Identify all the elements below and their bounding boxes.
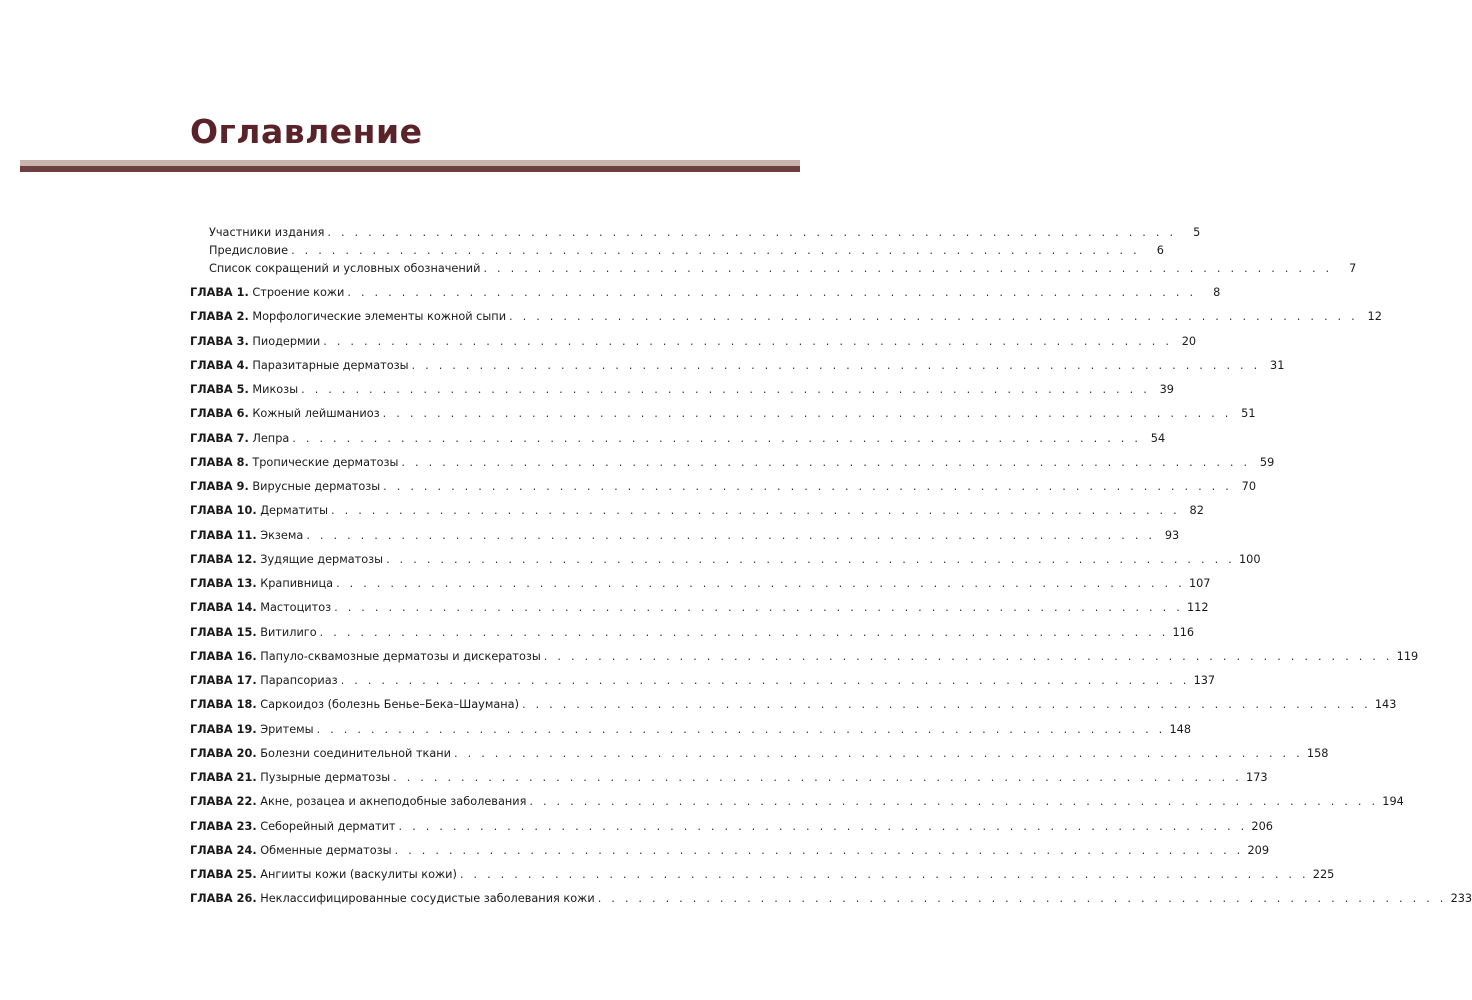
toc-entry-label: [190, 624, 320, 642]
toc-page-number: 8: [1213, 286, 1221, 299]
toc-entry-label: [190, 551, 386, 569]
toc-page-number: 209: [1247, 844, 1270, 857]
chapter-prefix: ГЛАВА 10.: [190, 504, 257, 517]
chapter-prefix: ГЛАВА 26.: [190, 892, 257, 905]
toc-page-number: 51: [1241, 407, 1256, 420]
dot-leader: . . . . . . . . . . . . . . . . . . . . . . . . . . . . . . . . . . . . . . . . . . . . . . . . . . . . . . . . . . . . . . .: [291, 244, 1140, 257]
toc-front-entry[interactable]: [209, 260, 1357, 278]
toc-entry-label: [190, 381, 301, 399]
toc-page-number: 31: [1270, 359, 1285, 372]
toc-page-number: 119: [1396, 650, 1419, 663]
dot-leader: . . . . . . . . . . . . . . . . . . . . . . . . . . . . . . . . . . . . . . . . . . . . . . . . . . . . . . . . . . . . . . .: [459, 868, 1309, 881]
toc-page-number: 112: [1187, 601, 1209, 614]
toc-entry-title: Вирусные дерматозы: [252, 480, 381, 493]
toc-page-number: 225: [1312, 868, 1335, 881]
toc-entry-label: [190, 866, 460, 884]
toc-chapter-entry[interactable]: [190, 502, 1204, 520]
toc-page-number: 39: [1159, 383, 1174, 396]
toc-chapter-entry[interactable]: [190, 672, 1216, 690]
chapter-prefix: ГЛАВА 1.: [190, 286, 249, 299]
dot-leader: . . . . . . . . . . . . . . . . . . . . . . . . . . . . . . . . . . . . . . . . . . . . . . . . . . . . . . . . . . . . . . .: [521, 698, 1371, 711]
toc-page-number: 137: [1193, 674, 1216, 687]
toc-entry-label: [209, 242, 291, 260]
chapter-prefix: ГЛАВА 23.: [190, 820, 257, 833]
dot-leader: . . . . . . . . . . . . . . . . . . . . . . . . . . . . . . . . . . . . . . . . . . . . . . . . . . . . . . . . . . . . . . .: [319, 626, 1169, 639]
chapter-prefix: ГЛАВА 7.: [190, 432, 249, 445]
toc-page-number: 93: [1164, 529, 1180, 542]
toc-entry-title: Кожный лейшманиоз: [252, 407, 380, 420]
toc-page-number: 59: [1259, 456, 1275, 469]
toc-entry-title: Пиодермии: [252, 335, 321, 348]
toc-chapter-entry[interactable]: [190, 890, 1472, 908]
toc-entry-title: Предисловие: [209, 244, 289, 257]
toc-entry-title: Пузырные дерматозы: [260, 771, 391, 784]
toc-entry-label: [190, 890, 598, 908]
toc-entry-title: Список сокращений и условных обозначений: [209, 262, 481, 275]
dot-leader: . . . . . . . . . . . . . . . . . . . . . . . . . . . . . . . . . . . . . . . . . . . . . . . . . . . . . . . . . . . . . . .: [509, 310, 1358, 323]
toc-entry-title: Акне, розацеа и акнеподобные заболевания: [260, 795, 527, 808]
toc-chapter-entry[interactable]: [190, 333, 1197, 351]
toc-entry-title: Экзема: [260, 529, 304, 542]
toc-entry-label: [190, 405, 383, 423]
toc-page-number: 54: [1150, 432, 1166, 445]
toc-chapter-entry[interactable]: [190, 381, 1174, 399]
toc-entry-label: [190, 769, 393, 787]
toc-entry-label: [190, 599, 334, 617]
toc-entry-title: Саркоидоз (болезнь Бенье–Бека–Шаумана): [260, 698, 519, 711]
dot-leader: . . . . . . . . . . . . . . . . . . . . . . . . . . . . . . . . . . . . . . . . . . . . . . . . . . . . . . . . . . . . . . .: [301, 383, 1150, 396]
toc-entry-label: [190, 527, 306, 545]
chapter-prefix: ГЛАВА 3.: [190, 335, 249, 348]
toc-chapter-entry[interactable]: [190, 454, 1275, 472]
toc-entry-title: Морфологические элементы кожной сыпи: [252, 310, 507, 323]
toc-page-number: 173: [1246, 771, 1268, 784]
title-rule-dark: [20, 166, 800, 172]
toc-entry-title: Микозы: [252, 383, 299, 396]
toc-entry-label: [190, 575, 336, 593]
toc-entry-label: [209, 224, 327, 242]
toc-chapter-entry[interactable]: [190, 357, 1285, 375]
toc-entry-title: Зудящие дерматозы: [260, 553, 384, 566]
toc-entry-label: [190, 793, 529, 811]
chapter-prefix: ГЛАВА 5.: [190, 383, 249, 396]
toc-entry-title: Мастоцитоз: [260, 601, 332, 614]
toc-chapter-entry[interactable]: [190, 527, 1180, 545]
toc-chapter-entry[interactable]: [190, 308, 1382, 326]
toc-entry-title: Болезни соединительной ткани: [260, 747, 452, 760]
chapter-prefix: ГЛАВА 14.: [190, 601, 257, 614]
toc-entry-label: [190, 818, 399, 836]
toc-chapter-entry[interactable]: [190, 599, 1209, 617]
toc-entry-title: Папуло-сквамозные дерматозы и дискератозы: [260, 650, 541, 663]
dot-leader: . . . . . . . . . . . . . . . . . . . . . . . . . . . . . . . . . . . . . . . . . . . . . . . . . . . . . . . . . . . . . . .: [331, 504, 1180, 517]
dot-leader: . . . . . . . . . . . . . . . . . . . . . . . . . . . . . . . . . . . . . . . . . . . . . . . . . . . . . . . . . . . . . . .: [292, 432, 1142, 445]
dot-leader: . . . . . . . . . . . . . . . . . . . . . . . . . . . . . . . . . . . . . . . . . . . . . . . . . . . . . . . . . . . . . . .: [411, 359, 1261, 372]
toc-page-number: 82: [1189, 504, 1204, 517]
toc-entry-label: [190, 308, 509, 326]
dot-leader: . . . . . . . . . . . . . . . . . . . . . . . . . . . . . . . . . . . . . . . . . . . . . . . . . . . . . . . . . . . . . . .: [382, 407, 1232, 420]
toc-chapter-entry[interactable]: [190, 818, 1273, 836]
toc-page-number: 158: [1306, 747, 1329, 760]
dot-leader: . . . . . . . . . . . . . . . . . . . . . . . . . . . . . . . . . . . . . . . . . . . . . . . . . . . . . . . . . . . . . . .: [483, 262, 1333, 275]
dot-leader: . . . . . . . . . . . . . . . . . . . . . . . . . . . . . . . . . . . . . . . . . . . . . . . . . . . . . . . . . . . . . . .: [394, 844, 1244, 857]
dot-leader: . . . . . . . . . . . . . . . . . . . . . . . . . . . . . . . . . . . . . . . . . . . . . . . . . . . . . . . . . . . . . . .: [334, 601, 1183, 614]
toc-chapter-entry[interactable]: [190, 478, 1257, 496]
toc-entry-title: Эритемы: [260, 723, 314, 736]
toc-chapter-entry[interactable]: [190, 745, 1329, 763]
dot-leader: . . . . . . . . . . . . . . . . . . . . . . . . . . . . . . . . . . . . . . . . . . . . . . . . . . . . . . . . . . . . . . .: [401, 456, 1251, 469]
toc-page-number: 143: [1374, 698, 1397, 711]
toc-page-number: 6: [1156, 244, 1164, 257]
dot-leader: . . . . . . . . . . . . . . . . . . . . . . . . . . . . . . . . . . . . . . . . . . . . . . . . . . . . . . . . . . . . . . .: [336, 577, 1185, 590]
toc-entry-label: [190, 454, 401, 472]
toc-chapter-entry[interactable]: [190, 866, 1335, 884]
dot-leader: . . . . . . . . . . . . . . . . . . . . . . . . . . . . . . . . . . . . . . . . . . . . . . . . . . . . . . . . . . . . . . .: [454, 747, 1303, 760]
toc-chapter-entry[interactable]: [190, 575, 1211, 593]
dot-leader: . . . . . . . . . . . . . . . . . . . . . . . . . . . . . . . . . . . . . . . . . . . . . . . . . . . . . . . . . . . . . . .: [383, 480, 1233, 493]
toc-chapter-entry[interactable]: [190, 696, 1397, 714]
toc-chapter-entry[interactable]: [190, 284, 1221, 302]
toc-page-number: 20: [1181, 335, 1197, 348]
chapter-prefix: ГЛАВА 8.: [190, 456, 249, 469]
toc-chapter-entry[interactable]: [190, 793, 1404, 811]
toc-front-entry[interactable]: [209, 242, 1164, 260]
chapter-prefix: ГЛАВА 20.: [190, 747, 257, 760]
toc-entry-label: [190, 430, 292, 448]
toc-page-number: 148: [1169, 723, 1192, 736]
toc-entry-label: [190, 745, 454, 763]
dot-leader: . . . . . . . . . . . . . . . . . . . . . . . . . . . . . . . . . . . . . . . . . . . . . . . . . . . . . . . . . . . . . . .: [386, 553, 1235, 566]
toc-chapter-entry[interactable]: [190, 648, 1419, 666]
toc-chapter-entry[interactable]: [190, 721, 1192, 739]
toc-entry-label: [190, 502, 331, 520]
toc-chapter-entry[interactable]: [190, 769, 1268, 787]
chapter-prefix: ГЛАВА 15.: [190, 626, 257, 639]
dot-leader: . . . . . . . . . . . . . . . . . . . . . . . . . . . . . . . . . . . . . . . . . . . . . . . . . . . . . . . . . . . . . . .: [323, 335, 1173, 348]
toc-page-number: 70: [1241, 480, 1257, 493]
dot-leader: . . . . . . . . . . . . . . . . . . . . . . . . . . . . . . . . . . . . . . . . . . . . . . . . . . . . . . . . . . . . . . .: [327, 226, 1177, 239]
page-title: Оглавление: [190, 112, 423, 151]
toc-chapter-entry[interactable]: [190, 405, 1256, 423]
toc-page-number: 12: [1367, 310, 1382, 323]
toc-chapter-entry[interactable]: [190, 624, 1195, 642]
chapter-prefix: ГЛАВА 4.: [190, 359, 249, 372]
toc-entry-title: Тропические дерматозы: [252, 456, 399, 469]
toc-entry-title: Паразитарные дерматозы: [252, 359, 409, 372]
toc-page-number: 233: [1450, 892, 1472, 905]
chapter-prefix: ГЛАВА 17.: [190, 674, 257, 687]
dot-leader: . . . . . . . . . . . . . . . . . . . . . . . . . . . . . . . . . . . . . . . . . . . . . . . . . . . . . . . . . . . . . . .: [316, 723, 1166, 736]
toc-entry-title: Обменные дерматозы: [260, 844, 392, 857]
toc-entry-title: Дерматиты: [260, 504, 329, 517]
dot-leader: . . . . . . . . . . . . . . . . . . . . . . . . . . . . . . . . . . . . . . . . . . . . . . . . . . . . . . . . . . . . . . .: [340, 674, 1190, 687]
toc-entry-title: Участники издания: [209, 226, 325, 239]
chapter-prefix: ГЛАВА 9.: [190, 480, 249, 493]
toc-page-number: 206: [1251, 820, 1273, 833]
chapter-prefix: ГЛАВА 11.: [190, 529, 257, 542]
dot-leader: . . . . . . . . . . . . . . . . . . . . . . . . . . . . . . . . . . . . . . . . . . . . . . . . . . . . . . . . . . . . . . .: [529, 795, 1379, 808]
toc-chapter-entry[interactable]: [190, 430, 1166, 448]
toc-page-number: 116: [1172, 626, 1195, 639]
dot-leader: . . . . . . . . . . . . . . . . . . . . . . . . . . . . . . . . . . . . . . . . . . . . . . . . . . . . . . . . . . . . . . .: [597, 892, 1447, 905]
toc-page-number: 7: [1349, 262, 1357, 275]
toc-entry-title: Витилиго: [260, 626, 317, 639]
chapter-prefix: ГЛАВА 21.: [190, 771, 257, 784]
toc-entry-label: [190, 696, 522, 714]
chapter-prefix: ГЛАВА 16.: [190, 650, 257, 663]
chapter-prefix: ГЛАВА 25.: [190, 868, 257, 881]
toc-entry-title: Лепра: [252, 432, 290, 445]
toc-entry-title: Строение кожи: [252, 286, 345, 299]
toc-entry-label: [190, 842, 395, 860]
dot-leader: . . . . . . . . . . . . . . . . . . . . . . . . . . . . . . . . . . . . . . . . . . . . . . . . . . . . . . . . . . . . . . .: [347, 286, 1197, 299]
toc-page-number: 194: [1382, 795, 1404, 808]
toc-page-number: 107: [1188, 577, 1211, 590]
chapter-prefix: ГЛАВА 24.: [190, 844, 257, 857]
toc-entry-title: Себорейный дерматит: [260, 820, 396, 833]
toc-entry-label: [190, 284, 347, 302]
toc-page-number: 100: [1238, 553, 1261, 566]
toc-front-entry[interactable]: [209, 224, 1201, 242]
toc-entry-label: [190, 357, 412, 375]
dot-leader: . . . . . . . . . . . . . . . . . . . . . . . . . . . . . . . . . . . . . . . . . . . . . . . . . . . . . . . . . . . . . . .: [393, 771, 1243, 784]
dot-leader: . . . . . . . . . . . . . . . . . . . . . . . . . . . . . . . . . . . . . . . . . . . . . . . . . . . . . . . . . . . . . . .: [543, 650, 1393, 663]
toc-chapter-entry[interactable]: [190, 551, 1261, 569]
toc-entry-label: [190, 333, 323, 351]
dot-leader: . . . . . . . . . . . . . . . . . . . . . . . . . . . . . . . . . . . . . . . . . . . . . . . . . . . . . . . . . . . . . . .: [306, 529, 1156, 542]
toc-entry-title: Ангииты кожи (васкулиты кожи): [260, 868, 457, 881]
chapter-prefix: ГЛАВА 22.: [190, 795, 257, 808]
toc-page-number: 5: [1193, 226, 1201, 239]
chapter-prefix: ГЛАВА 12.: [190, 553, 257, 566]
toc-entry-label: [190, 672, 341, 690]
toc-entry-label: [209, 260, 483, 278]
chapter-prefix: ГЛАВА 19.: [190, 723, 257, 736]
toc-chapter-entry[interactable]: [190, 842, 1270, 860]
toc-entry-title: Неклассифицированные сосудистые заболевания кожи: [260, 892, 595, 905]
toc-entry-label: [190, 721, 317, 739]
toc-entry-title: Парапсориаз: [260, 674, 338, 687]
toc-entry-label: [190, 478, 383, 496]
chapter-prefix: ГЛАВА 2.: [190, 310, 249, 323]
toc-entry-title: Крапивница: [260, 577, 334, 590]
dot-leader: . . . . . . . . . . . . . . . . . . . . . . . . . . . . . . . . . . . . . . . . . . . . . . . . . . . . . . . . . . . . . . .: [398, 820, 1248, 833]
toc-entry-label: [190, 648, 544, 666]
chapter-prefix: ГЛАВА 13.: [190, 577, 257, 590]
chapter-prefix: ГЛАВА 6.: [190, 407, 249, 420]
chapter-prefix: ГЛАВА 18.: [190, 698, 257, 711]
